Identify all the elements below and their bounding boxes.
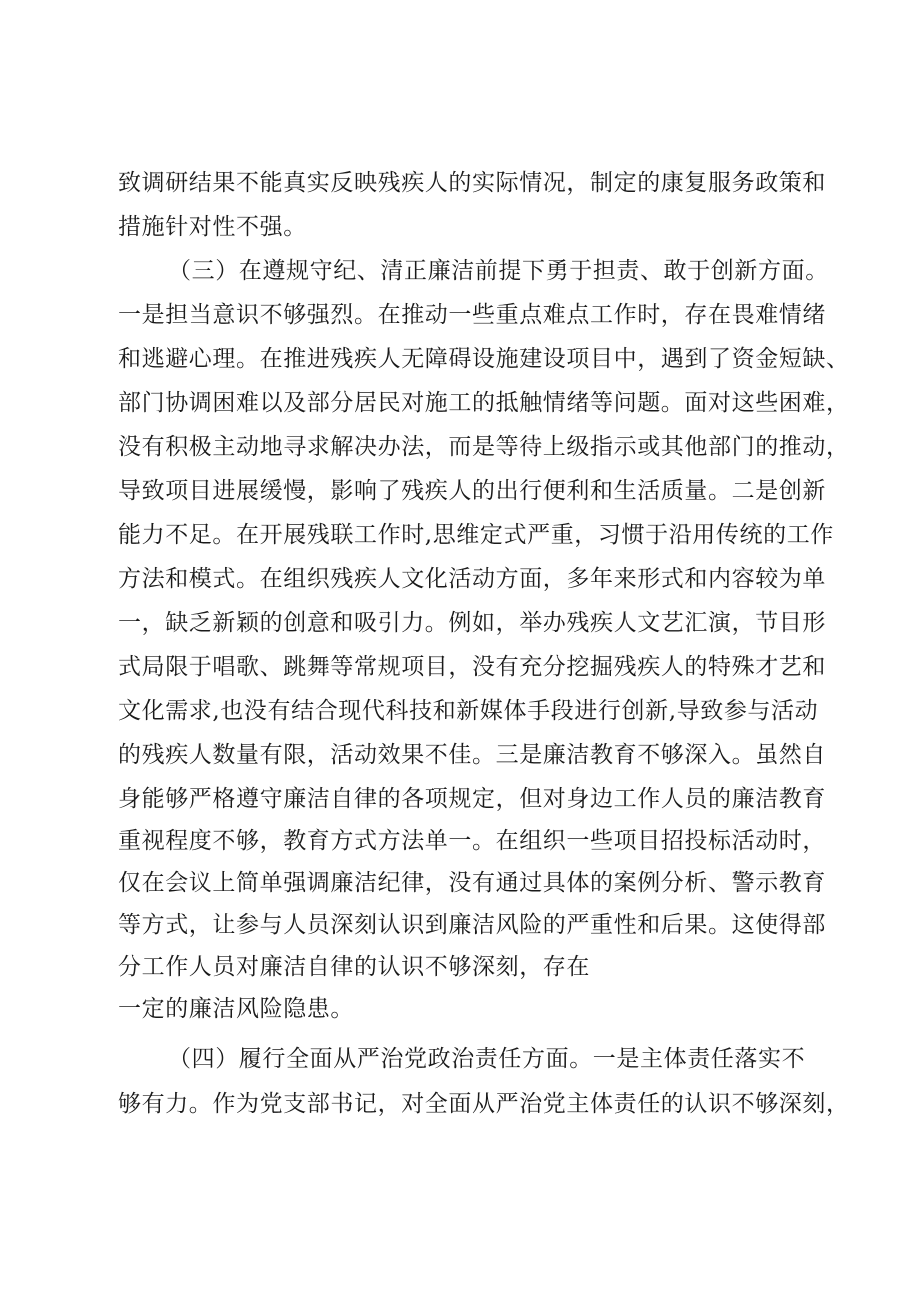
paragraph-line: 没有积极主动地寻求解决办法，而是等待上级指示或其他部门的推动， [118, 434, 850, 460]
paragraph-line: 仅在会议上简单强调廉洁纪律，没有通过具体的案例分析、警示教育 [118, 870, 826, 896]
paragraph-line: 文化需求,也没有结合现代科技和新媒体手段进行创新,导致参与活动 [118, 698, 819, 724]
paragraph-line: 导致项目进展缓慢，影响了残疾人的出行便利和生活质量。二是创新 [118, 478, 826, 504]
paragraph-line: 式局限于唱歌、跳舞等常规项目，没有充分挖掘残疾人的特殊才艺和 [118, 654, 826, 680]
paragraph-line: 分工作人员对廉洁自律的认识不够深刻，存在 [118, 954, 590, 980]
section-heading-line: （四）履行全面从严治党政治责任方面。一是主体责任落实不 [168, 1046, 806, 1072]
paragraph-line: 能力不足。在开展残联工作时,思维定式严重，习惯于沿用传统的工作 [118, 522, 834, 548]
section-heading-line: （三）在遵规守纪、清正廉洁前提下勇于担责、敢于创新方面。 [168, 258, 829, 284]
paragraph-line: 一，缺乏新颖的创意和吸引力。例如，举办残疾人文艺汇演，节目形 [118, 610, 826, 636]
paragraph-line: 一是担当意识不够强烈。在推动一些重点难点工作时，存在畏难情绪 [118, 302, 826, 328]
paragraph-line: 和逃避心理。在推进残疾人无障碍设施建设项目中，遇到了资金短缺、 [118, 346, 850, 372]
paragraph-line: 够有力。作为党支部书记，对全面从严治党主体责任的认识不够深刻， [118, 1091, 850, 1117]
paragraph-line: 方法和模式。在组织残疾人文化活动方面，多年来形式和内容较为单 [118, 566, 826, 592]
paragraph-line: 等方式，让参与人员深刻认识到廉洁风险的严重性和后果。这使得部 [118, 912, 826, 938]
paragraph-line: 的残疾人数量有限，活动效果不佳。三是廉洁教育不够深入。虽然自 [118, 742, 826, 768]
paragraph-line: 身能够严格遵守廉洁自律的各项规定，但对身边工作人员的廉洁教育 [118, 786, 826, 812]
paragraph-line: 措施针对性不强。 [118, 214, 307, 240]
paragraph-line: 一定的廉洁风险隐患。 [118, 996, 354, 1022]
paragraph-line: 重视程度不够，教育方式方法单一。在组织一些项目招投标活动时， [118, 828, 826, 854]
paragraph-line: 致调研结果不能真实反映残疾人的实际情况，制定的康复服务政策和 [118, 170, 826, 196]
paragraph-line: 部门协调困难以及部分居民对施工的抵触情绪等问题。面对这些困难， [118, 390, 850, 416]
